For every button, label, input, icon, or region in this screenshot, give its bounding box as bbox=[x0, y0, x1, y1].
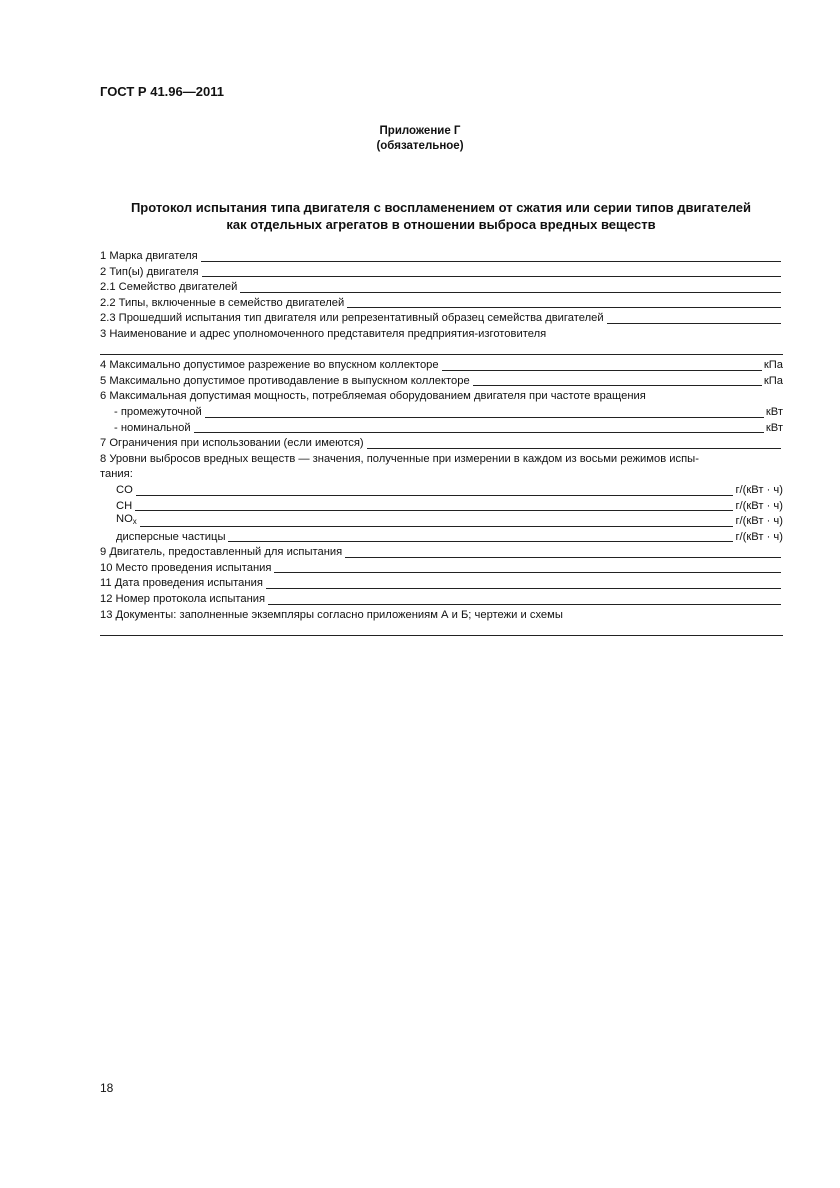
field-label: дисперсные частицы bbox=[116, 530, 226, 543]
fill-line[interactable] bbox=[228, 540, 733, 542]
field-emission-ch bbox=[100, 499, 783, 515]
fill-line[interactable] bbox=[205, 416, 764, 418]
field-label bbox=[100, 512, 137, 530]
unit-label: г/(кВт · ч) bbox=[735, 515, 783, 528]
fill-line[interactable] bbox=[194, 431, 764, 433]
field-power-intermediate bbox=[100, 405, 783, 421]
protocol-title bbox=[96, 199, 786, 233]
field-power-rated bbox=[100, 421, 783, 437]
field-label: 2.1 Семейство двигателей bbox=[100, 281, 238, 294]
fill-line[interactable] bbox=[347, 306, 781, 308]
fill-line[interactable] bbox=[201, 260, 781, 262]
fill-line[interactable] bbox=[140, 525, 734, 527]
unit-label: кВт bbox=[765, 405, 783, 418]
fill-line[interactable] bbox=[266, 587, 781, 589]
field-label: 12 Номер протокола испытания bbox=[100, 593, 266, 606]
field-documents-label: 13 Документы: заполненные экземпляры согласно приложениям А и Б; чертежи и схемы bbox=[100, 608, 563, 621]
field-restrictions bbox=[100, 436, 783, 452]
field-emission-levels-label-line-2: тания: bbox=[100, 468, 133, 481]
protocol-title-line-1: Протокол испытания типа двигателя с воспламенением от сжатия или серии типов двигателей bbox=[130, 200, 752, 215]
fill-line[interactable] bbox=[345, 556, 781, 558]
field-label: 10 Место проведения испытания bbox=[100, 561, 272, 574]
field-test-date bbox=[100, 576, 783, 592]
fill-line[interactable] bbox=[473, 384, 762, 386]
field-label: 2 Тип(ы) двигателя bbox=[100, 265, 199, 278]
unit-label: г/(кВт · ч) bbox=[735, 499, 783, 512]
fill-line[interactable] bbox=[442, 369, 762, 371]
field-engine-make bbox=[100, 249, 783, 265]
protocol-title-line-2: как отдельных агрегатов в отношении выброса вредных веществ bbox=[226, 217, 656, 232]
fill-line[interactable] bbox=[240, 291, 781, 293]
field-emission-particulates bbox=[100, 530, 783, 546]
fill-line[interactable] bbox=[274, 571, 781, 573]
field-label: 4 Максимально допустимое разрежение во впускном коллекторе bbox=[100, 359, 439, 372]
fill-line[interactable] bbox=[367, 447, 781, 449]
annex-status: (обязательное) bbox=[376, 140, 464, 152]
field-tested-engine bbox=[100, 311, 783, 327]
field-engine-family bbox=[100, 280, 783, 296]
field-label: 7 Ограничения при использовании (если имеются) bbox=[100, 437, 364, 450]
fill-line[interactable] bbox=[607, 322, 781, 324]
unit-label: кПа bbox=[763, 374, 783, 387]
field-family-types bbox=[100, 296, 783, 312]
field-label: 5 Максимально допустимое противодавление в выпускном коллекторе bbox=[100, 374, 470, 387]
field-engine-types bbox=[100, 265, 783, 281]
field-label: 1 Марка двигателя bbox=[100, 250, 198, 262]
fill-line-documents[interactable] bbox=[100, 623, 783, 639]
field-emission-co bbox=[100, 483, 783, 499]
fill-line[interactable] bbox=[135, 509, 733, 511]
field-label: CH bbox=[116, 499, 133, 512]
field-label: - промежуточной bbox=[114, 405, 202, 418]
field-label: 2.3 Прошедший испытания тип двигателя или репрезентативный образец семейства двигателей bbox=[100, 312, 604, 325]
unit-label: кВт bbox=[765, 421, 783, 434]
page-number: 18 bbox=[100, 1081, 114, 1095]
fill-line[interactable] bbox=[136, 494, 734, 496]
field-label: - номинальной bbox=[114, 421, 191, 434]
nox-subscript: x bbox=[132, 517, 137, 527]
field-test-location bbox=[100, 561, 783, 577]
field-label: CO bbox=[116, 483, 133, 496]
unit-label: г/(кВт · ч) bbox=[735, 530, 783, 543]
unit-label: г/(кВт · ч) bbox=[735, 483, 783, 496]
field-manufacturer-representative-label: 3 Наименование и адрес уполномоченного представителя предприятия-изготовителя bbox=[100, 327, 547, 340]
field-max-power-label: 6 Максимальная допустимая мощность, потребляемая оборудованием двигателя при частоте вращения bbox=[100, 390, 646, 403]
fill-line[interactable] bbox=[268, 603, 781, 605]
protocol-form bbox=[100, 249, 783, 639]
document-header: ГОСТ Р 41.96—2011 bbox=[100, 84, 224, 99]
field-label: 11 Дата проведения испытания bbox=[100, 577, 263, 590]
field-exhaust-backpressure bbox=[100, 374, 783, 390]
field-emission-levels-label-line-1: 8 Уровни выбросов вредных веществ — значения, полученные при измерении в каждом из восьми режимов испы- bbox=[100, 452, 699, 465]
fill-line[interactable] bbox=[202, 275, 781, 277]
field-engine-submitted bbox=[100, 545, 783, 561]
field-emission-nox bbox=[100, 514, 783, 530]
unit-label: кПа bbox=[763, 359, 783, 372]
field-label: 9 Двигатель, предоставленный для испытания bbox=[100, 546, 343, 559]
fill-line-manufacturer-representative[interactable] bbox=[100, 343, 783, 359]
nox-symbol: NO bbox=[116, 513, 133, 526]
field-report-number bbox=[100, 592, 783, 608]
annex-title: Приложение Г bbox=[379, 125, 461, 137]
field-label: 2.2 Типы, включенные в семейство двигателей bbox=[100, 296, 345, 309]
field-intake-depression bbox=[100, 358, 783, 374]
